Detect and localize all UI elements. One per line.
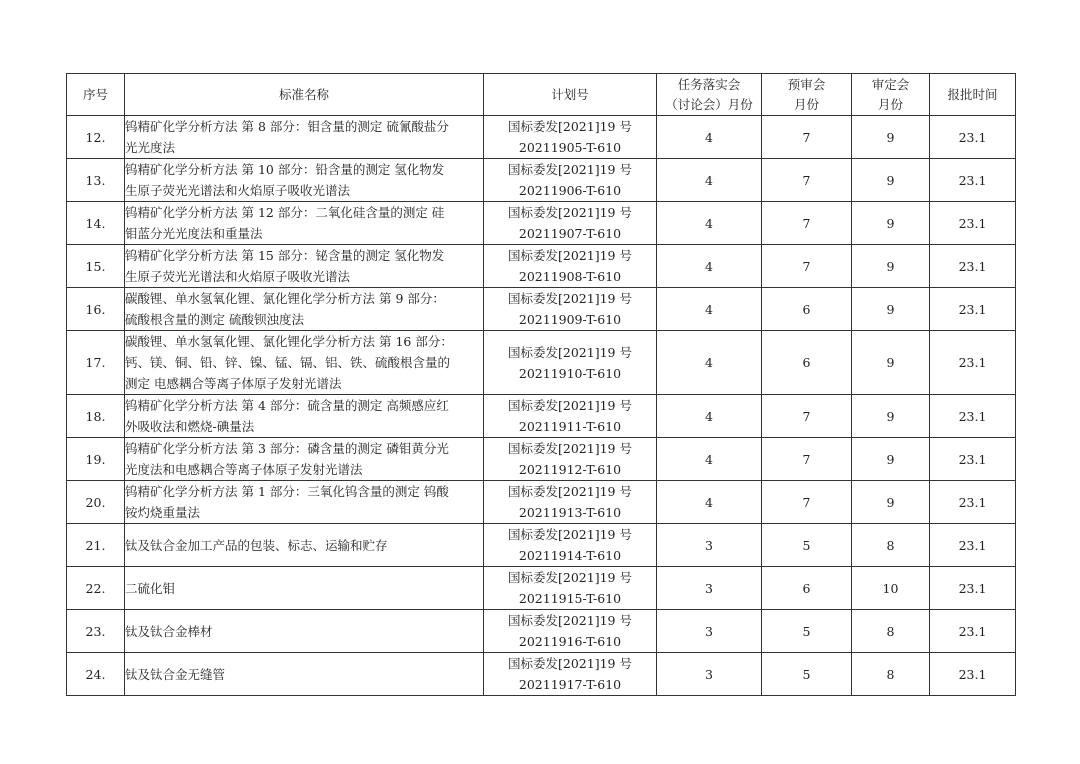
cell-pre-review-month: 5: [762, 653, 852, 696]
table-row: [67, 331, 1016, 395]
cell-pre-review-month: 5: [762, 610, 852, 653]
cell-task-month: 3: [657, 524, 762, 567]
cell-approve-time: 23.1: [930, 159, 1016, 202]
cell-pre-review-month: 7: [762, 159, 852, 202]
standard-name-line: 钛及钛合金无缝管: [125, 666, 226, 682]
standard-name-line: 铵灼烧重量法: [125, 505, 201, 520]
cell-plan-number: [484, 331, 657, 395]
standard-name-line: 碳酸锂、单水氢氧化锂、氯化锂化学分析方法 第 9 部分：: [125, 291, 445, 306]
table-row: [67, 481, 1016, 524]
cell-review-month: 9: [852, 481, 930, 524]
cell-plan-number: [484, 288, 657, 331]
cell-plan-number: [484, 524, 657, 567]
cell-approve-time: 23.1: [930, 116, 1016, 159]
cell-approve-time: 23.1: [930, 438, 1016, 481]
plan-document-number: 国标委发[2021]19 号: [508, 248, 632, 263]
table-row: [67, 567, 1016, 610]
header-review-line1: 审定会: [871, 76, 910, 92]
standard-name-line: 钨精矿化学分析方法 第 1 部分：三氧化钨含量的测定 钨酸: [125, 484, 449, 499]
cell-review-month: 8: [852, 653, 930, 696]
cell-standard-name: [125, 395, 484, 438]
cell-pre-review-month: 6: [762, 331, 852, 395]
cell-pre-review-month: 7: [762, 116, 852, 159]
standard-name-line: 钨精矿化学分析方法 第 12 部分：二氧化硅含量的测定 硅: [125, 205, 445, 220]
table-row: [67, 524, 1016, 567]
cell-pre-review-month: 7: [762, 438, 852, 481]
header-seq: 序号: [67, 74, 125, 116]
plan-code: 20211910-T-610: [518, 365, 622, 381]
standard-name-line: 碳酸锂、单水氢氧化锂、氯化锂化学分析方法 第 16 部分：: [125, 334, 453, 349]
cell-standard-name: [125, 116, 484, 159]
header-task-line2: （讨论会）月份: [665, 96, 753, 112]
header-review: [852, 74, 930, 116]
header-approve-time: 报批时间: [930, 74, 1016, 116]
header-pre-line2: 月份: [793, 96, 819, 112]
plan-document-number: 国标委发[2021]19 号: [508, 119, 632, 134]
cell-review-month: 9: [852, 159, 930, 202]
table-body: [67, 116, 1016, 696]
cell-standard-name: [125, 481, 484, 524]
header-pre-line1: 预审会: [787, 76, 826, 92]
cell-task-month: 4: [657, 288, 762, 331]
cell-seq: 16.: [67, 288, 125, 331]
plan-document-number: 国标委发[2021]19 号: [508, 656, 632, 671]
plan-code: 20211916-T-610: [518, 634, 622, 649]
cell-standard-name: [125, 567, 484, 610]
standard-name-line: 测定 电感耦合等离子体原子发射光谱法: [125, 376, 342, 391]
cell-task-month: 4: [657, 395, 762, 438]
cell-pre-review-month: 7: [762, 245, 852, 288]
cell-approve-time: 23.1: [930, 610, 1016, 653]
cell-review-month: 8: [852, 610, 930, 653]
table-row: [67, 653, 1016, 696]
header-plan: 计划号: [484, 74, 657, 116]
standard-name-line: 钼蓝分光光度法和重量法: [125, 226, 263, 241]
table-row: [67, 202, 1016, 245]
cell-pre-review-month: 6: [762, 567, 852, 610]
plan-code: 20211913-T-610: [518, 505, 622, 520]
plan-document-number: 国标委发[2021]19 号: [508, 484, 632, 499]
cell-plan-number: [484, 438, 657, 481]
cell-task-month: 4: [657, 331, 762, 395]
plan-document-number: 国标委发[2021]19 号: [508, 527, 632, 542]
standard-name-line: 钨精矿化学分析方法 第 4 部分：硫含量的测定 高频感应红: [125, 398, 449, 413]
cell-pre-review-month: 6: [762, 288, 852, 331]
table-row: [67, 245, 1016, 288]
cell-standard-name: [125, 524, 484, 567]
cell-review-month: 9: [852, 438, 930, 481]
cell-task-month: 4: [657, 481, 762, 524]
cell-approve-time: 23.1: [930, 481, 1016, 524]
header-task-meeting: [657, 74, 762, 116]
plan-code: 20211911-T-610: [518, 419, 622, 434]
plan-document-number: 国标委发[2021]19 号: [508, 441, 632, 456]
cell-plan-number: [484, 481, 657, 524]
header-task-line1: 任务落实会: [677, 76, 741, 92]
cell-task-month: 4: [657, 202, 762, 245]
plan-code: 20211905-T-610: [518, 140, 622, 155]
cell-seq: 14.: [67, 202, 125, 245]
cell-approve-time: 23.1: [930, 245, 1016, 288]
cell-seq: 24.: [67, 653, 125, 696]
plan-code: 20211915-T-610: [518, 591, 622, 606]
cell-review-month: 10: [852, 567, 930, 610]
cell-task-month: 4: [657, 116, 762, 159]
standard-name-line: 生原子荧光光谱法和火焰原子吸收光谱法: [125, 183, 351, 198]
plan-code: 20211914-T-610: [518, 548, 622, 563]
plan-code: 20211907-T-610: [518, 226, 622, 241]
cell-seq: 12.: [67, 116, 125, 159]
table-row: [67, 395, 1016, 438]
cell-seq: 22.: [67, 567, 125, 610]
cell-approve-time: 23.1: [930, 567, 1016, 610]
cell-standard-name: [125, 438, 484, 481]
standard-name-line: 外吸收法和燃烧-碘量法: [125, 419, 255, 434]
cell-plan-number: [484, 159, 657, 202]
cell-plan-number: [484, 610, 657, 653]
cell-approve-time: 23.1: [930, 524, 1016, 567]
cell-seq: 18.: [67, 395, 125, 438]
cell-plan-number: [484, 395, 657, 438]
cell-plan-number: [484, 567, 657, 610]
cell-standard-name: [125, 288, 484, 331]
cell-standard-name: [125, 653, 484, 696]
standard-name-line: 钨精矿化学分析方法 第 10 部分：铅含量的测定 氢化物发: [125, 162, 445, 177]
cell-seq: 20.: [67, 481, 125, 524]
table-row: [67, 438, 1016, 481]
cell-standard-name: [125, 245, 484, 288]
cell-pre-review-month: 7: [762, 202, 852, 245]
standard-name-line: 硫酸根含量的测定 硫酸钡浊度法: [125, 312, 304, 327]
plan-code: 20211912-T-610: [518, 462, 622, 477]
cell-seq: 13.: [67, 159, 125, 202]
cell-task-month: 3: [657, 610, 762, 653]
standard-name-line: 光光度法: [125, 140, 176, 155]
cell-seq: 17.: [67, 331, 125, 395]
table-row: [67, 610, 1016, 653]
cell-pre-review-month: 7: [762, 395, 852, 438]
plan-document-number: 国标委发[2021]19 号: [508, 205, 632, 220]
standard-name-line: 钙、镁、铜、铅、锌、镍、锰、镉、铝、铁、硫酸根含量的: [125, 355, 451, 370]
cell-review-month: 9: [852, 288, 930, 331]
standard-name-line: 钨精矿化学分析方法 第 8 部分：钼含量的测定 硫氰酸盐分: [125, 119, 449, 134]
plan-document-number: 国标委发[2021]19 号: [508, 162, 632, 177]
cell-plan-number: [484, 202, 657, 245]
cell-approve-time: 23.1: [930, 653, 1016, 696]
cell-review-month: 9: [852, 245, 930, 288]
cell-seq: 21.: [67, 524, 125, 567]
cell-pre-review-month: 7: [762, 481, 852, 524]
cell-task-month: 4: [657, 438, 762, 481]
cell-plan-number: [484, 653, 657, 696]
cell-task-month: 3: [657, 653, 762, 696]
plan-document-number: 国标委发[2021]19 号: [508, 344, 632, 360]
cell-review-month: 8: [852, 524, 930, 567]
table-row: [67, 159, 1016, 202]
cell-pre-review-month: 5: [762, 524, 852, 567]
cell-task-month: 4: [657, 245, 762, 288]
cell-task-month: 3: [657, 567, 762, 610]
table-row: [67, 116, 1016, 159]
cell-standard-name: [125, 331, 484, 395]
header-row: [67, 74, 1016, 116]
header-name: 标准名称: [125, 74, 484, 116]
standard-name-line: 生原子荧光光谱法和火焰原子吸收光谱法: [125, 269, 351, 284]
plan-document-number: 国标委发[2021]19 号: [508, 291, 632, 306]
standard-name-line: 钛及钛合金加工产品的包装、标志、运输和贮存: [125, 537, 388, 553]
standard-name-line: 二硫化钼: [125, 580, 176, 596]
cell-standard-name: [125, 610, 484, 653]
table-row: [67, 288, 1016, 331]
header-review-line2: 月份: [877, 96, 903, 112]
standard-name-line: 钨精矿化学分析方法 第 15 部分：铋含量的测定 氢化物发: [125, 248, 445, 263]
plan-code: 20211917-T-610: [518, 677, 622, 692]
cell-approve-time: 23.1: [930, 395, 1016, 438]
cell-approve-time: 23.1: [930, 202, 1016, 245]
cell-review-month: 9: [852, 331, 930, 395]
standard-name-line: 钛及钛合金棒材: [125, 623, 213, 639]
cell-review-month: 9: [852, 202, 930, 245]
plan-code: 20211906-T-610: [518, 183, 622, 198]
cell-review-month: 9: [852, 395, 930, 438]
plan-document-number: 国标委发[2021]19 号: [508, 613, 632, 628]
header-pre-review: [762, 74, 852, 116]
cell-approve-time: 23.1: [930, 331, 1016, 395]
plan-code: 20211909-T-610: [518, 312, 622, 327]
cell-review-month: 9: [852, 116, 930, 159]
cell-seq: 19.: [67, 438, 125, 481]
cell-seq: 15.: [67, 245, 125, 288]
cell-standard-name: [125, 202, 484, 245]
cell-standard-name: [125, 159, 484, 202]
cell-approve-time: 23.1: [930, 288, 1016, 331]
cell-task-month: 4: [657, 159, 762, 202]
cell-seq: 23.: [67, 610, 125, 653]
cell-plan-number: [484, 116, 657, 159]
standard-name-line: 钨精矿化学分析方法 第 3 部分：磷含量的测定 磷钼黄分光: [125, 441, 449, 456]
standard-name-line: 光度法和电感耦合等离子体原子发射光谱法: [125, 462, 363, 477]
standards-plan-table: [66, 73, 1016, 696]
cell-plan-number: [484, 245, 657, 288]
plan-document-number: 国标委发[2021]19 号: [508, 398, 632, 413]
plan-code: 20211908-T-610: [518, 269, 622, 284]
plan-document-number: 国标委发[2021]19 号: [508, 570, 632, 585]
